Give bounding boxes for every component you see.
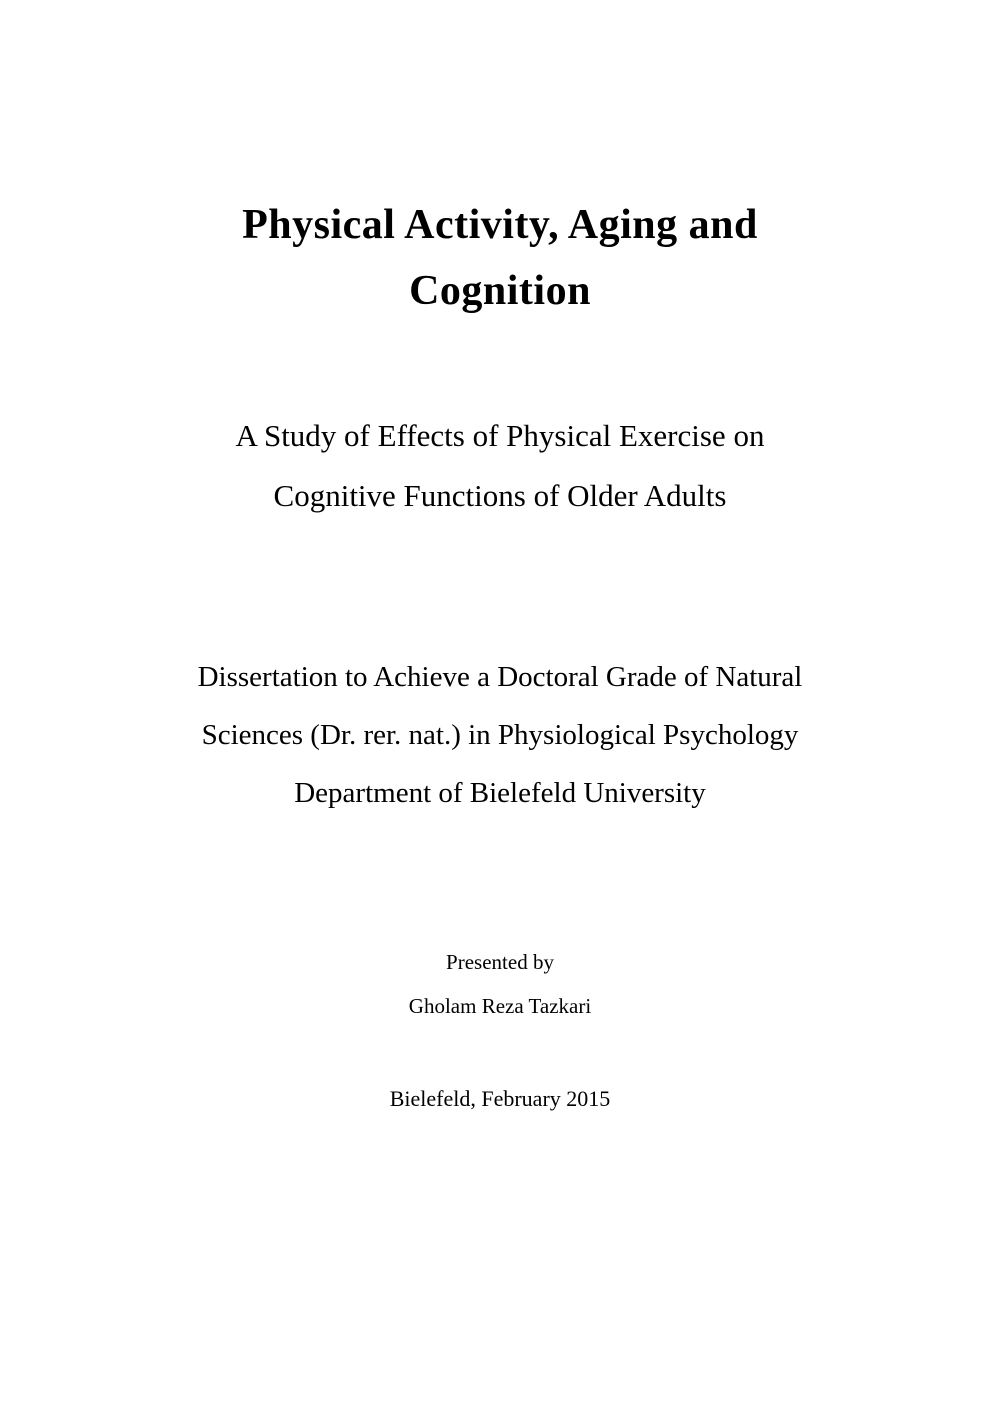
document-title-line-1: Physical Activity, Aging and (242, 202, 758, 248)
dissertation-statement (0, 648, 1000, 822)
presented-by-label: Presented by (446, 950, 554, 974)
dissertation-statement-line-1: Dissertation to Achieve a Doctoral Grade of Natural (197, 661, 803, 693)
document-title (0, 192, 1000, 324)
document-title-line-2: Cognition (409, 268, 591, 314)
place-date-text: Bielefeld, February 2015 (389, 1086, 611, 1111)
dissertation-statement-line-2: Sciences (Dr. rer. nat.) in Physiological Psychology (201, 719, 799, 751)
document-subtitle (0, 406, 1000, 526)
document-subtitle-line-2: Cognitive Functions of Older Adults (273, 478, 727, 513)
presented-by-block (0, 940, 1000, 1028)
dissertation-statement-line-3: Department of Bielefeld University (294, 777, 706, 809)
place-and-date (0, 1086, 1000, 1112)
document-subtitle-line-1: A Study of Effects of Physical Exercise on (235, 418, 765, 453)
author-name: Gholam Reza Tazkari (408, 994, 592, 1018)
